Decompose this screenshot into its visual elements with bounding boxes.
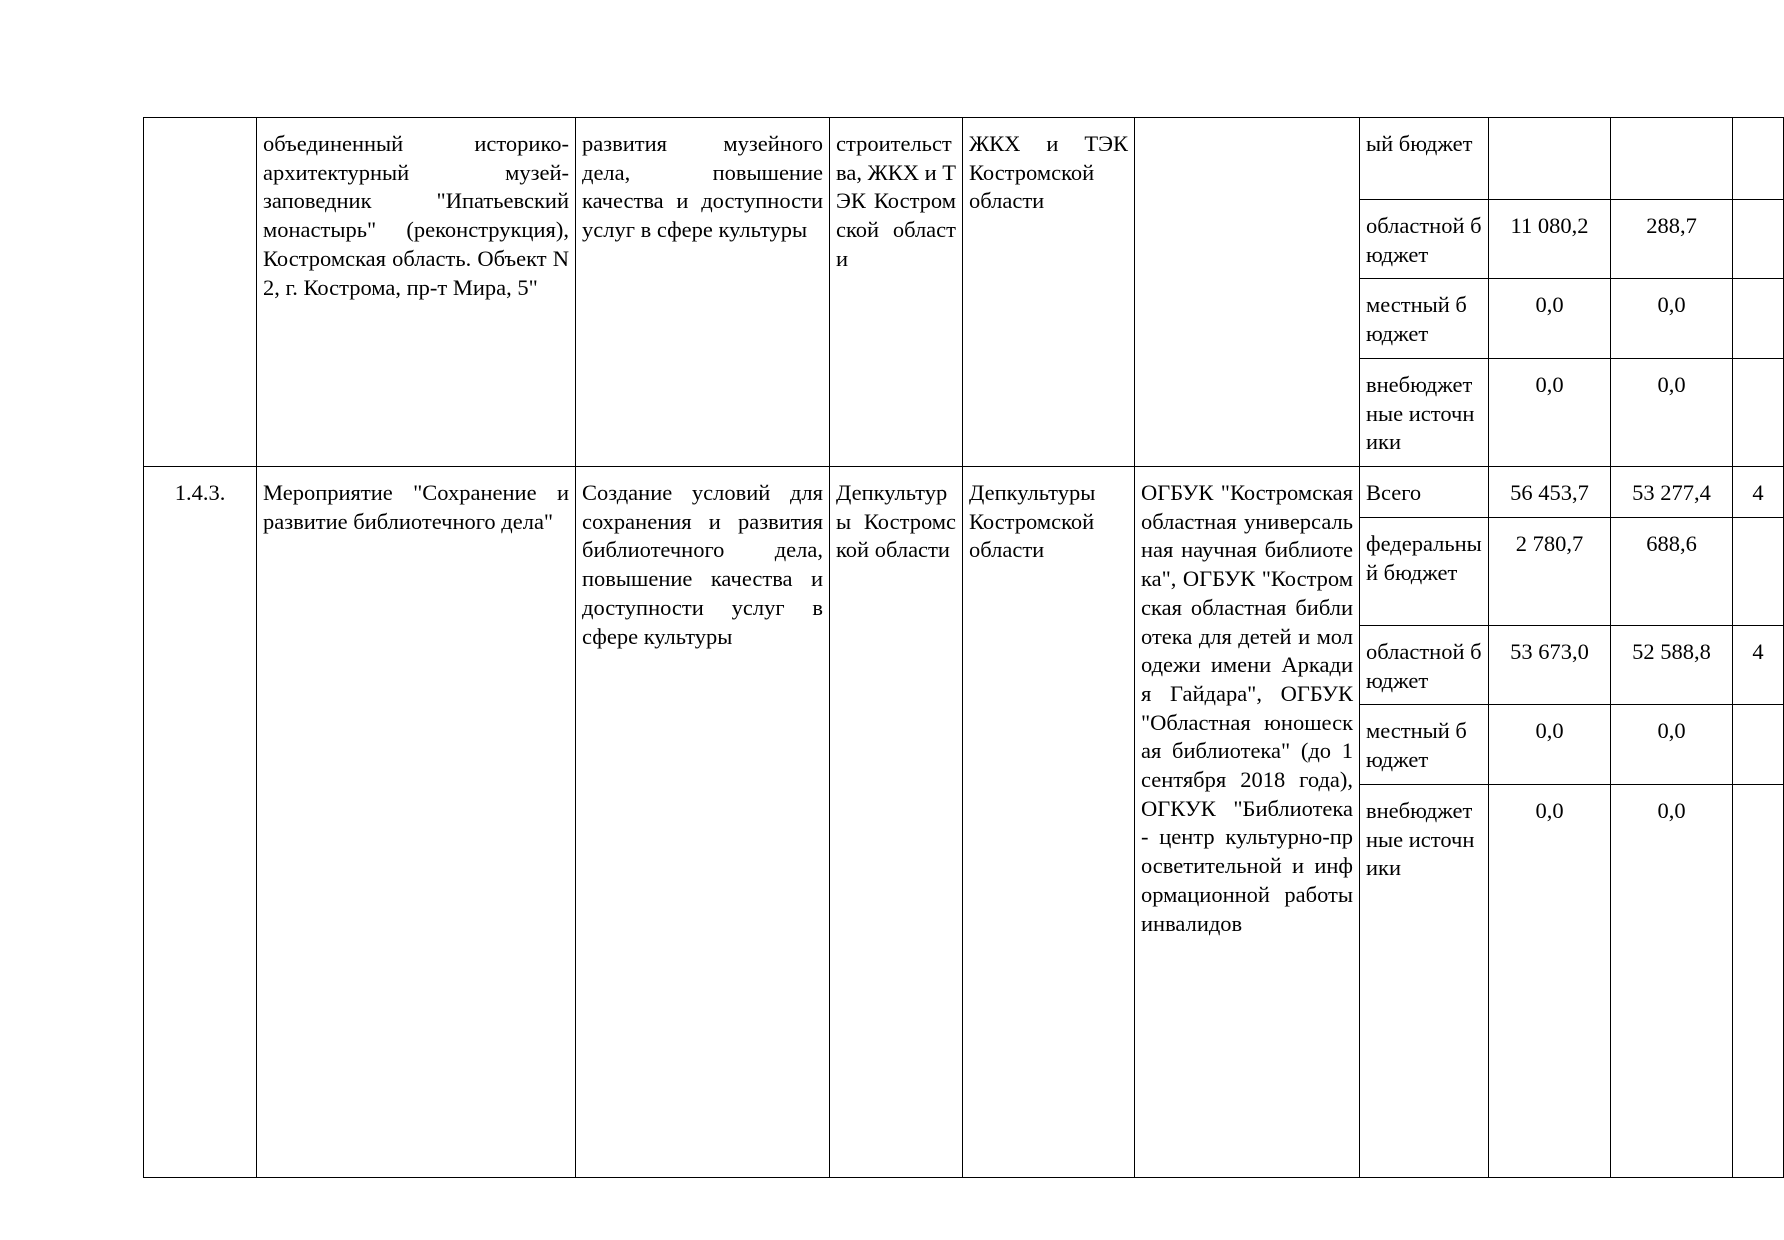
budget-value-cell: 4 bbox=[1733, 467, 1784, 518]
budget-source-cell: областной бюджет bbox=[1360, 200, 1489, 279]
budget-value-cell: 4 bbox=[1733, 626, 1784, 705]
activity-goal-cell: развития музейного дела, повышение качества и доступности услуг в сфере культуры bbox=[576, 118, 830, 467]
budget-source-cell: местный бюджет bbox=[1360, 279, 1489, 359]
coordinator-cell: Депкультуры Костромской области bbox=[830, 467, 963, 1178]
budget-value-cell: 0,0 bbox=[1611, 279, 1733, 359]
executor-cell: ЖКХ и ТЭК Костромской области bbox=[963, 118, 1135, 467]
budget-value-cell bbox=[1733, 785, 1784, 1178]
budget-value-cell: 53 277,4 bbox=[1611, 467, 1733, 518]
budget-source-cell: областной бюджет bbox=[1360, 626, 1489, 705]
budget-value-cell: 11 080,2 bbox=[1489, 200, 1611, 279]
row-number-cell: 1.4.3. bbox=[144, 467, 257, 1178]
budget-value-cell: 688,6 bbox=[1611, 518, 1733, 626]
budget-value-cell: 0,0 bbox=[1611, 785, 1733, 1178]
budget-source-cell: ый бюджет bbox=[1360, 118, 1489, 200]
activity-goal-cell: Создание условий для сохранения и развития библиотечного дела, повышение качества и доступности услуг в сфере культуры bbox=[576, 467, 830, 1178]
budget-value-cell: 0,0 bbox=[1489, 359, 1611, 467]
budget-value-cell bbox=[1733, 279, 1784, 359]
budget-source-cell: федеральный бюджет bbox=[1360, 518, 1489, 626]
program-activities-table bbox=[143, 117, 1784, 1178]
budget-value-cell bbox=[1733, 359, 1784, 467]
budget-value-cell bbox=[1611, 118, 1733, 200]
participants-cell: ОГБУК "Костромская областная универсальная научная библиотека", ОГБУК "Костромская областная библиотека для детей и молодежи имени Аркадия Гайдара", ОГБУК "Областная юношеская библиотека" (до 1 сентября 2018 года), ОГКУК "Библиотека - центр культурно-просветительной и информационной работы инвалидов bbox=[1135, 467, 1360, 1178]
budget-source-cell: внебюджетные источники bbox=[1360, 785, 1489, 1178]
budget-source-cell: внебюджетные источники bbox=[1360, 359, 1489, 467]
activity-name-cell: объединенный историко-архитектурный музей-заповедник "Ипатьевский монастырь" (реконструкция), Костромская область. Объект N 2, г. Кострома, пр-т Мира, 5" bbox=[257, 118, 576, 467]
budget-value-cell bbox=[1489, 118, 1611, 200]
row-number-cell bbox=[144, 118, 257, 467]
activity-name-cell: Мероприятие "Сохранение и развитие библиотечного дела" bbox=[257, 467, 576, 1178]
budget-value-cell bbox=[1733, 118, 1784, 200]
budget-value-cell: 52 588,8 bbox=[1611, 626, 1733, 705]
participants-cell bbox=[1135, 118, 1360, 467]
budget-value-cell: 0,0 bbox=[1489, 705, 1611, 785]
table-row bbox=[144, 118, 1784, 200]
coordinator-cell: строительства, ЖКХ и ТЭК Костромской области bbox=[830, 118, 963, 467]
budget-value-cell: 288,7 bbox=[1611, 200, 1733, 279]
budget-value-cell: 56 453,7 bbox=[1489, 467, 1611, 518]
budget-source-cell: местный бюджет bbox=[1360, 705, 1489, 785]
budget-value-cell: 0,0 bbox=[1611, 705, 1733, 785]
budget-value-cell: 0,0 bbox=[1489, 279, 1611, 359]
budget-value-cell: 0,0 bbox=[1489, 785, 1611, 1178]
executor-cell: Депкультуры Костромской области bbox=[963, 467, 1135, 1178]
budget-source-cell: Всего bbox=[1360, 467, 1489, 518]
budget-value-cell bbox=[1733, 705, 1784, 785]
budget-value-cell bbox=[1733, 200, 1784, 279]
budget-value-cell: 0,0 bbox=[1611, 359, 1733, 467]
budget-value-cell: 2 780,7 bbox=[1489, 518, 1611, 626]
budget-value-cell bbox=[1733, 518, 1784, 626]
table-row bbox=[144, 467, 1784, 518]
budget-value-cell: 53 673,0 bbox=[1489, 626, 1611, 705]
